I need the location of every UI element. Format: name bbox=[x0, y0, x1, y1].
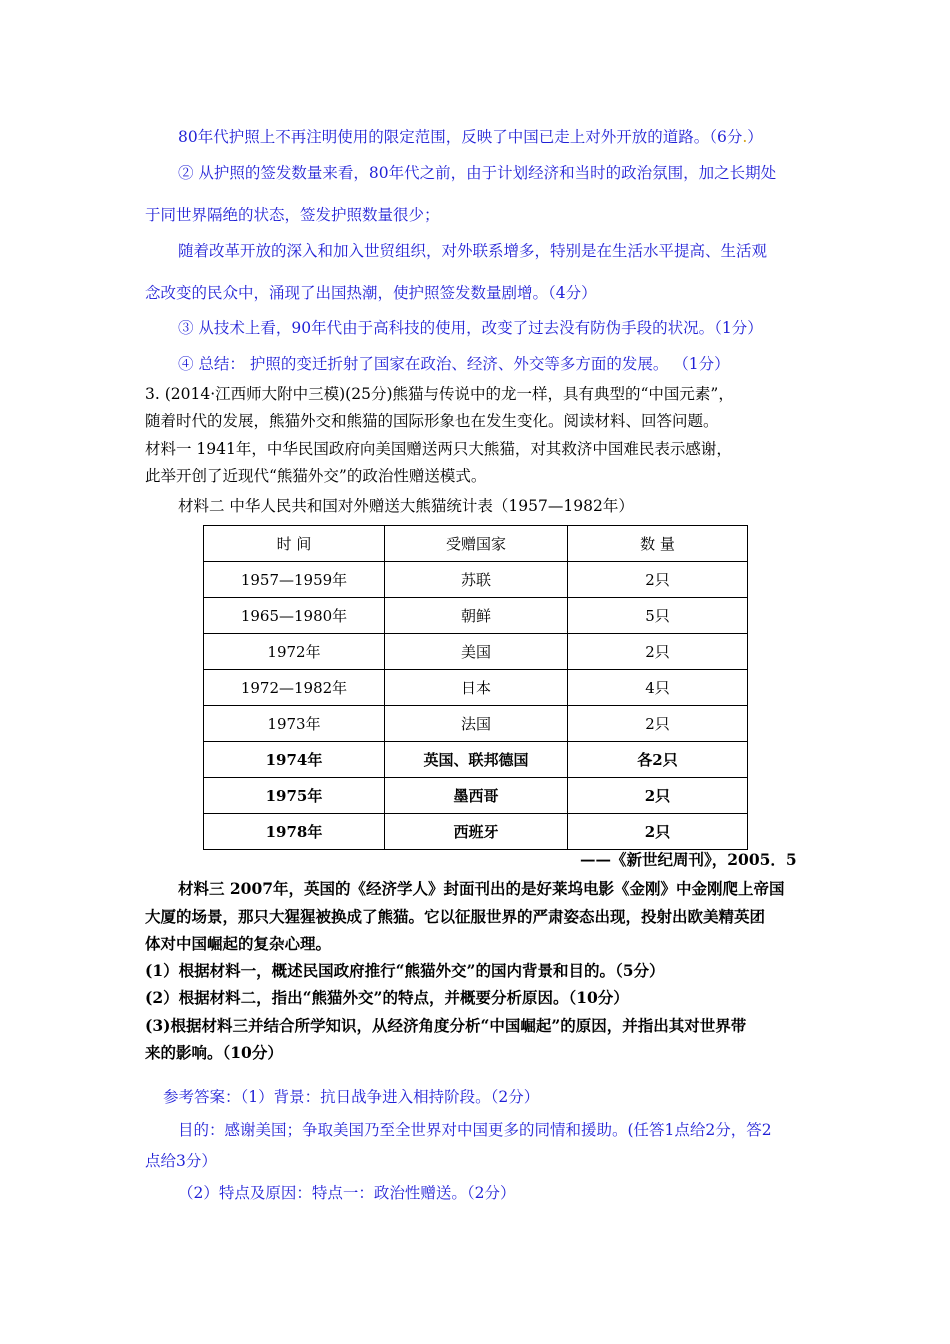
table-cell: 2只 bbox=[568, 706, 748, 742]
answer-dot: . bbox=[742, 128, 748, 146]
answer-line: ④ 总结： 护照的变迁折射了国家在政治、经济、外交等多方面的发展。 （1分） bbox=[178, 355, 730, 373]
material-one: 此举开创了近现代“熊猫外交”的政治性赠送模式。 bbox=[145, 467, 487, 485]
panda-gift-table bbox=[203, 525, 748, 850]
table-cell: 1965—1980年 bbox=[204, 598, 385, 634]
sub-question-1: (1）根据材料一，概述民国政府推行“熊猫外交”的国内背景和目的。（5分） bbox=[145, 961, 665, 980]
answer-line: 参考答案：（1）背景：抗日战争进入相持阶段。（2分） bbox=[163, 1088, 540, 1106]
table-cell: 2只 bbox=[568, 814, 748, 850]
table-cell: 各2只 bbox=[568, 742, 748, 778]
table-cell: 墨西哥 bbox=[385, 778, 568, 814]
table-cell: 1975年 bbox=[204, 778, 385, 814]
table-cell: 1973年 bbox=[204, 706, 385, 742]
answer-line bbox=[178, 127, 763, 147]
table-header-cell: 数 量 bbox=[568, 526, 748, 562]
table-cell: 2只 bbox=[568, 634, 748, 670]
table-cell: 1972年 bbox=[204, 634, 385, 670]
material-two-title: 材料二 中华人民共和国对外赠送大熊猫统计表（1957—1982年） bbox=[178, 497, 634, 515]
material-one: 材料一 1941年，中华民国政府向美国赠送两只大熊猫，对其救济中国难民表示感谢， bbox=[145, 440, 732, 458]
answer-text: 80年代护照上不再注明使用的限定范围，反映了中国已走上对外开放的道路。（6分 bbox=[178, 128, 743, 146]
table-cell: 朝鲜 bbox=[385, 598, 568, 634]
answer-line: ③ 从技术上看，90年代由于高科技的使用，改变了过去没有防伪手段的状况。（1分） bbox=[178, 319, 763, 337]
table-cell: 1978年 bbox=[204, 814, 385, 850]
table-row bbox=[204, 670, 748, 706]
sub-question-2: (2）根据材料二，指出“熊猫外交”的特点，并概要分析原因。（10分） bbox=[145, 988, 629, 1007]
answer-line: 于同世界隔绝的状态，签发护照数量很少； bbox=[145, 206, 440, 224]
table-source: ——《新世纪周刊》，2005．5 bbox=[580, 850, 797, 869]
table-cell: 1974年 bbox=[204, 742, 385, 778]
material-three: 材料三 2007年，英国的《经济学人》封面刊出的是好莱坞电影《金刚》中金刚爬上帝国 bbox=[178, 879, 785, 898]
table-row bbox=[204, 814, 748, 850]
answer-line: 点给3分） bbox=[145, 1152, 217, 1170]
answer-line: 目的：感谢美国；争取美国乃至全世界对中国更多的同情和援助。(任答1点给2分，答2 bbox=[178, 1121, 772, 1139]
table-cell: 2只 bbox=[568, 562, 748, 598]
table-header-row bbox=[204, 526, 748, 562]
answer-line: 随着改革开放的深入和加入世贸组织，对外联系增多，特别是在生活水平提高、生活观 bbox=[178, 242, 768, 260]
sub-question-3: (3)根据材料三并结合所学知识，从经济角度分析“中国崛起”的原因，并指出其对世界带 bbox=[145, 1016, 747, 1035]
material-three: 大厦的场景，那只大猩猩被换成了熊猫。它以征服世界的严肃姿态出现，投射出欧美精英团 bbox=[145, 907, 766, 926]
table-row bbox=[204, 634, 748, 670]
answer-line: 念改变的民众中，涌现了出国热潮，使护照签发数量剧增。（4分） bbox=[145, 284, 597, 302]
table-row bbox=[204, 562, 748, 598]
table-cell: 1972—1982年 bbox=[204, 670, 385, 706]
question-intro: 3. (2014·江西师大附中三模)(25分)熊猫与传说中的龙一样，具有典型的“中国元素”， bbox=[145, 385, 734, 403]
question-intro: 随着时代的发展，熊猫外交和熊猫的国际形象也在发生变化。阅读材料、回答问题。 bbox=[145, 412, 719, 430]
table-cell: 苏联 bbox=[385, 562, 568, 598]
answer-line: ② 从护照的签发数量来看，80年代之前，由于计划经济和当时的政治氛围，加之长期处 bbox=[178, 164, 777, 182]
table-row bbox=[204, 778, 748, 814]
table-cell: 2只 bbox=[568, 778, 748, 814]
table-cell: 英国、联邦德国 bbox=[385, 742, 568, 778]
material-three: 体对中国崛起的复杂心理。 bbox=[145, 934, 332, 953]
table-cell: 法国 bbox=[385, 706, 568, 742]
table-cell: 西班牙 bbox=[385, 814, 568, 850]
sub-question-3: 来的影响。（10分） bbox=[145, 1043, 283, 1062]
answer-line: （2）特点及原因：特点一：政治性赠送。（2分） bbox=[178, 1184, 516, 1202]
table-header-cell: 受赠国家 bbox=[385, 526, 568, 562]
table-header-cell: 时 间 bbox=[204, 526, 385, 562]
answer-text: ） bbox=[747, 128, 763, 146]
table-cell: 日本 bbox=[385, 670, 568, 706]
table-cell: 1957—1959年 bbox=[204, 562, 385, 598]
table-row bbox=[204, 598, 748, 634]
table-row bbox=[204, 742, 748, 778]
table-cell: 美国 bbox=[385, 634, 568, 670]
table-row bbox=[204, 706, 748, 742]
table-cell: 4只 bbox=[568, 670, 748, 706]
table-cell: 5只 bbox=[568, 598, 748, 634]
